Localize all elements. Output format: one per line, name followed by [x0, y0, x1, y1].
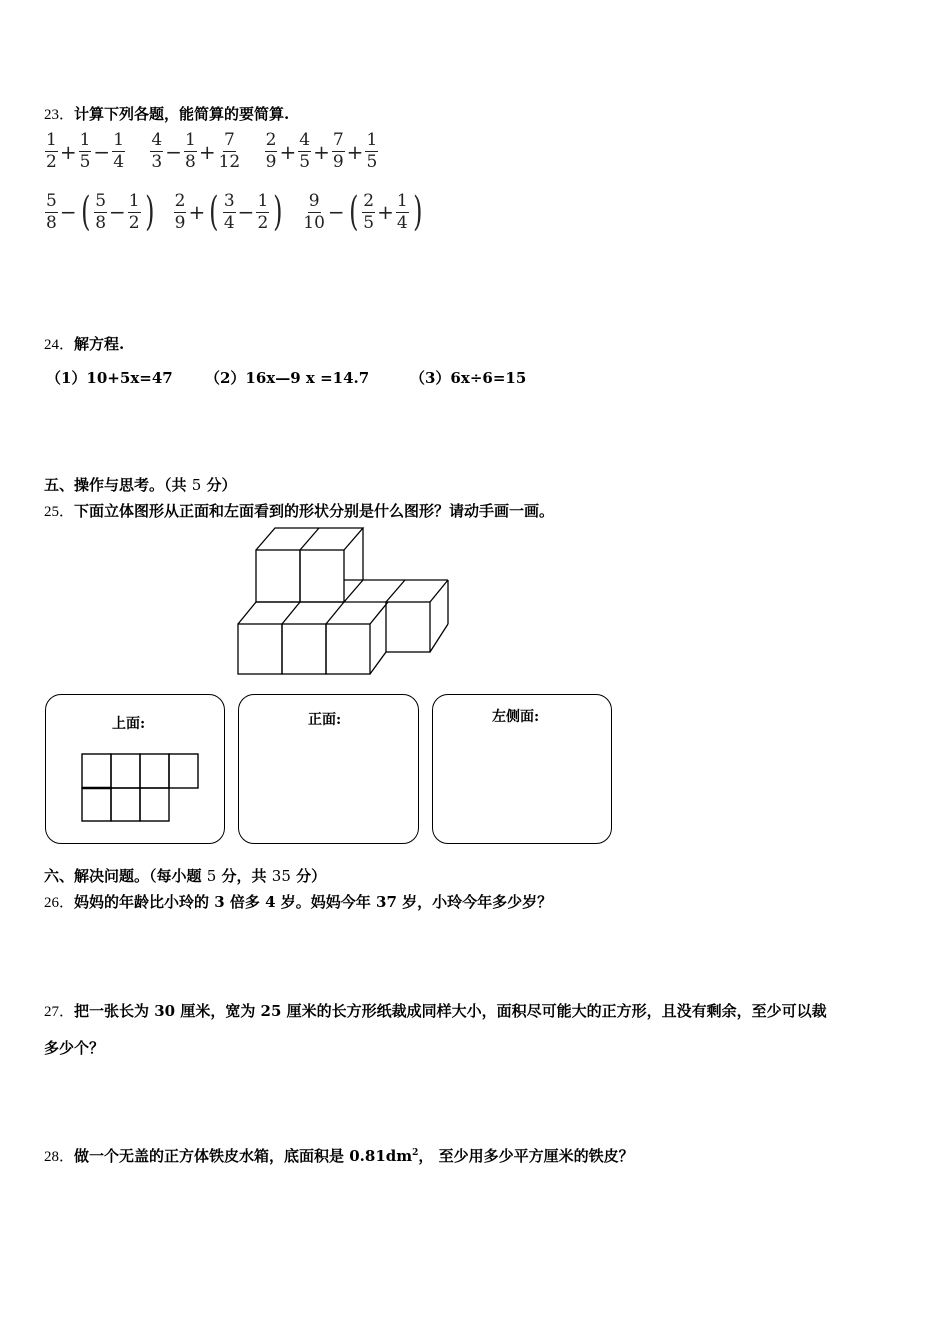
- q24-equation-3: （3）6x÷6=15: [410, 369, 527, 387]
- section-5-title: 五、操作与思考。（共 5 分）: [44, 476, 237, 494]
- q24-text: 解方程.: [74, 335, 125, 353]
- q28-heading: [44, 1145, 634, 1166]
- q28-superscript: 2: [412, 1148, 419, 1158]
- top-view-grid: [80, 752, 202, 824]
- q27-heading: [44, 1000, 827, 1021]
- front-view-label: 正面:: [308, 712, 342, 728]
- q23-expr-5: $\frac{2}{9}$ + ( $\frac{3}{4}$ − $\frac{1}{2}$ ): [174, 189, 283, 235]
- q27-line1: 把一张长为 30 厘米，宽为 25 厘米的长方形纸裁成同样大小，面积尽可能大的正方形，且没有剩余，至少可以裁: [74, 1002, 827, 1020]
- q23-row1: [44, 132, 389, 171]
- q28-text-b: ， 至少用多少平方厘米的铁皮？: [418, 1147, 634, 1165]
- q23-expr-4: $\frac{5}{8}$ − ( $\frac{5}{8}$ − $\frac{1}{2}$ ): [46, 189, 155, 235]
- top-cubes: [256, 528, 363, 602]
- right-cube: [386, 602, 448, 652]
- q23-expr-1: $\frac{1}{2}$ + $\frac{1}{5}$ − $\frac{1}{4}$: [46, 130, 125, 172]
- q26-text: 妈妈的年龄比小玲的 3 倍多 4 岁。妈妈今年 37 岁，小玲今年多少岁？: [74, 893, 553, 911]
- q24-number: 24．: [44, 337, 75, 353]
- q23-row2: [44, 189, 435, 235]
- q28-text-a: 做一个无盖的正方体铁皮水箱，底面积是 0.81dm: [74, 1147, 413, 1165]
- q23-text: 计算下列各题，能简算的要简算.: [74, 105, 290, 123]
- q23-number: 23．: [44, 107, 75, 123]
- section-6-title: 六、解决问题。（每小题 5 分，共 35 分）: [44, 867, 327, 885]
- left-view-label: 左侧面:: [492, 709, 540, 725]
- q24-equation-1: （1）10+5x=47: [46, 369, 173, 387]
- q24-heading: [44, 333, 124, 354]
- q27-line2: 多少个？: [44, 1039, 105, 1057]
- q28-number: 28．: [44, 1149, 75, 1165]
- q25-heading: [44, 500, 554, 521]
- q23-expr-2: $\frac{4}{3}$ − $\frac{1}{8}$ + $\frac{7}{12}$: [151, 130, 241, 172]
- q25-number: 25．: [44, 504, 75, 520]
- q25-text: 下面立体图形从正面和左面看到的形状分别是什么图形？请动手画一画。: [74, 502, 555, 520]
- q24-equation-2: （2）16x—9 x =14.7: [205, 369, 370, 387]
- bottom-cubes: [238, 602, 388, 674]
- q23-expr-3: $\frac{2}{9}$ + $\frac{4}{5}$ + $\frac{7}{9}$ + $\frac{1}{5}$: [265, 130, 378, 172]
- cube-figure: [230, 522, 460, 680]
- q26-number: 26．: [44, 895, 75, 911]
- q27-number: 27．: [44, 1004, 75, 1020]
- top-view-label: 上面:: [112, 716, 146, 732]
- q26-heading: [44, 891, 552, 912]
- q23-expr-6: $\frac{9}{10}$ − ( $\frac{2}{5}$ + $\frac{1}{4}$ ): [303, 189, 423, 235]
- q23-heading: [44, 103, 289, 124]
